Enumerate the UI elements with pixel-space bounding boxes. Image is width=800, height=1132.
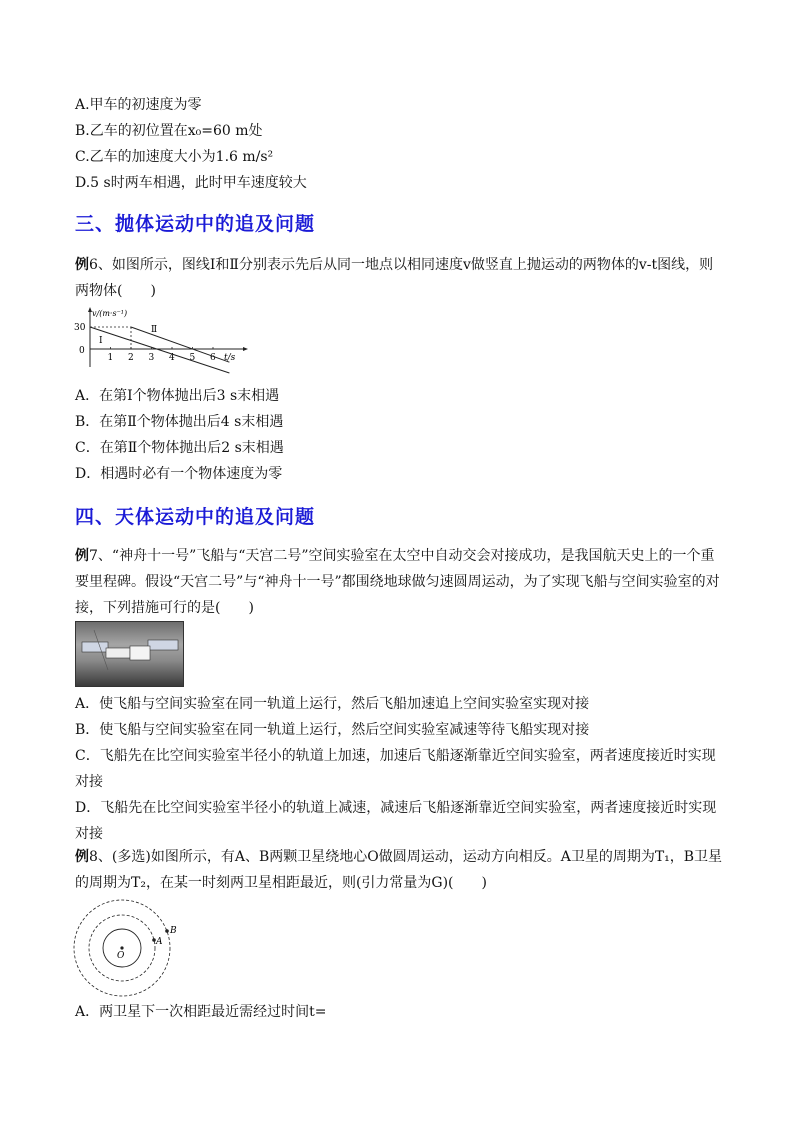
- option-a-top: A.甲车的初速度为零: [75, 97, 202, 113]
- solar-panel-left: [82, 642, 108, 652]
- docking-image: [75, 621, 184, 687]
- y-tick-0: 0: [79, 346, 85, 356]
- example-6-option-b: B．在第Ⅱ个物体抛出后4 s末相遇: [75, 414, 284, 430]
- example-6-option-d: D．相遇时必有一个物体速度为零: [75, 466, 283, 482]
- example-6-text: 6、如图所示，图线Ⅰ和Ⅱ分别表示先后从同一地点以相同速度v做竖直上抛运动的两物体的v-t图线，则两物体( ): [75, 257, 714, 299]
- example-7-option-c: C．飞船先在比空间实验室半径小的轨道上加速，加速后飞船逐渐靠近空间实验室，两者速度接近时实现对接: [75, 748, 716, 790]
- example-7-option-a: A．使飞船与空间实验室在同一轨道上运行，然后飞船加速追上空间实验室实现对接: [75, 696, 590, 712]
- series-i-label: Ⅰ: [99, 336, 103, 346]
- example-7-option-d: D．飞船先在比空间实验室半径小的轨道上减速，减速后飞船逐渐靠近空间实验室，两者速度接近时实现对接: [75, 800, 717, 842]
- label-o: O: [117, 951, 125, 961]
- example-8-question: [75, 844, 725, 896]
- example-8-label: 例: [75, 849, 89, 865]
- series-ii-label: Ⅱ: [151, 325, 158, 335]
- x-tick-5: 5: [189, 353, 196, 363]
- example-7-question: [75, 543, 725, 621]
- section-3-heading: 三、抛体运动中的追及问题: [75, 213, 316, 235]
- y-axis-label: v/(m·s⁻¹): [92, 309, 128, 318]
- orbit-diagram: [70, 898, 190, 1002]
- option-b-top: B.乙车的初位置在x₀=60 m处: [75, 123, 263, 139]
- x-tick-3: 3: [148, 353, 155, 363]
- x-axis-label: t/s: [224, 353, 236, 363]
- x-axis-arrow: [243, 347, 248, 351]
- option-c-top: C.乙车的加速度大小为1.6 m/s²: [75, 149, 274, 165]
- option-d-top: D.5 s时两车相遇，此时甲车速度较大: [75, 175, 307, 191]
- label-a: A: [156, 937, 163, 947]
- x-tick-2: 2: [128, 353, 134, 363]
- example-7-option-b: B．使飞船与空间实验室在同一轨道上运行，然后空间实验室减速等待飞船实现对接: [75, 722, 590, 738]
- space-lab-body: [130, 646, 150, 660]
- vt-graph: [73, 305, 253, 375]
- x-tick-4: 4: [169, 353, 175, 363]
- section-4-heading: 四、天体运动中的追及问题: [75, 506, 316, 528]
- example-8-option-a: A．两卫星下一次相距最近需经过时间t=: [75, 1004, 327, 1020]
- example-6-label: 例: [75, 257, 89, 273]
- y-tick-30: 30: [74, 323, 86, 333]
- example-6-option-c: C．在第Ⅱ个物体抛出后2 s末相遇: [75, 440, 284, 456]
- series-line-1: [90, 327, 229, 373]
- example-7-label: 例: [75, 548, 89, 564]
- x-tick-6: 6: [210, 353, 216, 363]
- solar-panel-right: [148, 640, 178, 650]
- satellite-b: [165, 929, 169, 933]
- example-7-text: 7、“神舟十一号”飞船与“天宫二号”空间实验室在太空中自动交会对接成功，是我国航天史上的一个重要里程碑。假设“天宫二号”与“神舟十一号”都围绕地球做匀速圆周运动，为了实现飞船与空间实验室的对接，下列措施可行的是( ): [75, 548, 720, 616]
- example-6-option-a: A．在第Ⅰ个物体抛出后3 s末相遇: [75, 388, 280, 404]
- x-tick-1: 1: [107, 353, 114, 363]
- label-b: B: [170, 926, 177, 936]
- example-8-text: 8、(多选)如图所示，有A、B两颗卫星绕地心O做圆周运动，运动方向相反。A卫星的周期为T₁，B卫星的周期为T₂，在某一时刻两卫星相距最近，则(引力常量为G)( ): [75, 849, 723, 891]
- center-point: [120, 946, 123, 949]
- example-6-question: [75, 252, 725, 304]
- docking-drawing: [76, 622, 183, 686]
- spacecraft-body: [106, 648, 130, 658]
